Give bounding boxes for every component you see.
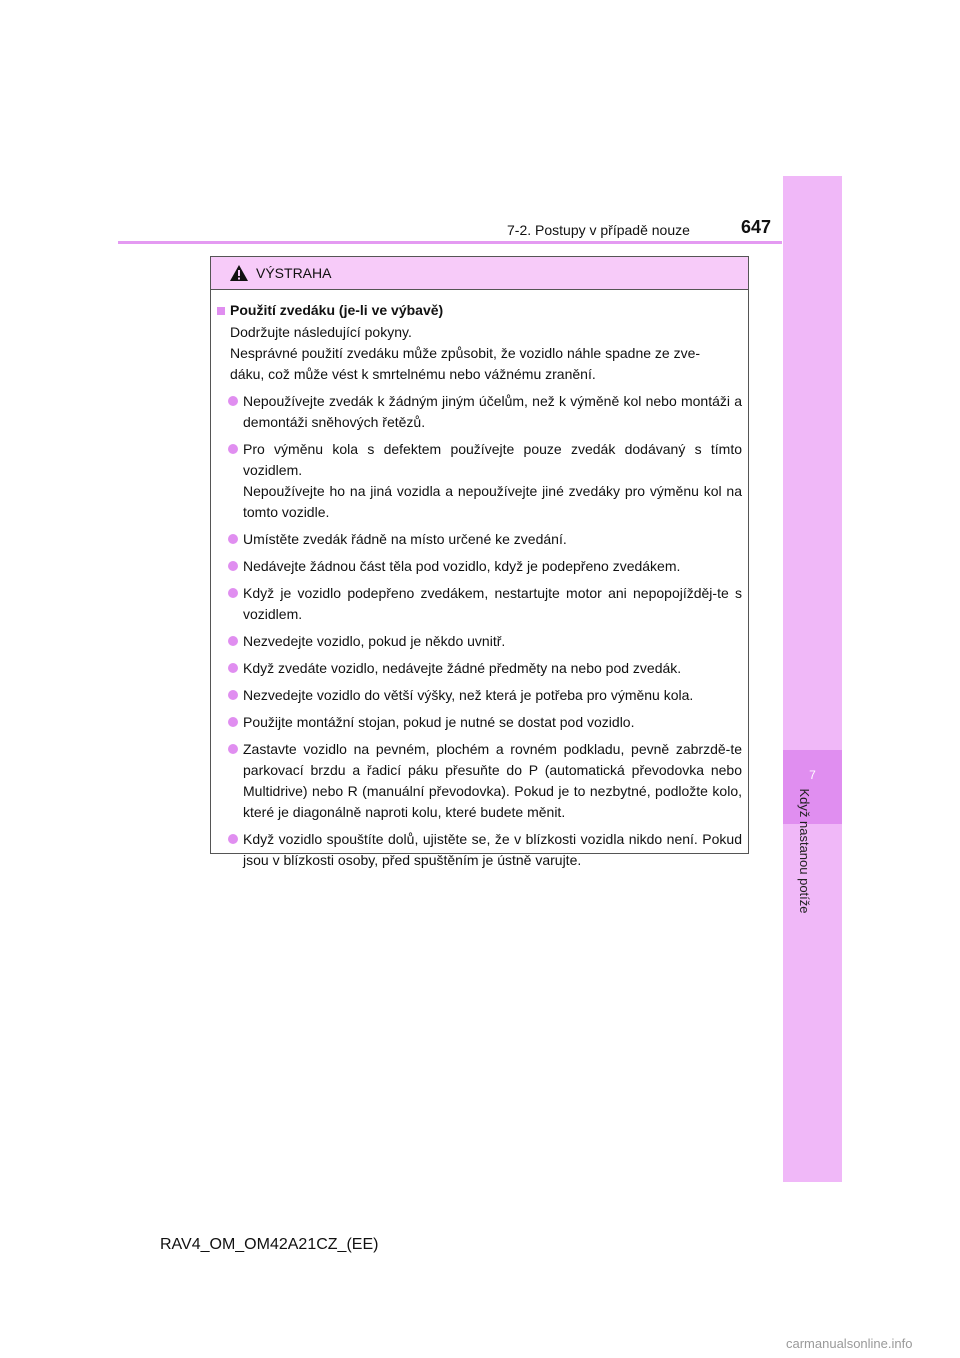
section-heading: 7-2. Postupy v případě nouze	[507, 222, 690, 238]
warning-section-title-text: Použití zvedáku (je-li ve výbavě)	[230, 302, 444, 318]
chapter-title: Když nastanou potíže	[797, 788, 812, 914]
list-item: Nezvedejte vozidlo, pokud je někdo uvnitř.	[217, 631, 742, 652]
warning-bullet-list	[217, 391, 742, 871]
warning-box	[210, 256, 749, 868]
warning-body	[211, 290, 748, 871]
list-item: Použijte montážní stojan, pokud je nutné se dostat pod vozidlo.	[217, 712, 742, 733]
watermark: carmanualsonline.info	[786, 1336, 913, 1351]
list-item: Pro výměnu kola s defektem používejte pouze zvedák dodávaný s tímto vozidlem. Nepoužívejte ho na jiná vozidla a nepoužívejte jiné zvedáky pro výměnu kol na tomto vozidle.	[217, 439, 742, 523]
warning-title: VÝSTRAHA	[256, 265, 332, 281]
warning-header	[211, 257, 748, 290]
page-number: 647	[741, 217, 772, 237]
list-item: Nezvedejte vozidlo do větší výšky, než která je potřeba pro výměnu kola.	[217, 685, 742, 706]
header-rule	[118, 241, 782, 244]
list-item: Nepoužívejte zvedák k žádným jiným účelům, než k výměně kol nebo montáži a demontáži sněhových řetězů.	[217, 391, 742, 433]
warning-section-title	[217, 300, 742, 321]
chapter-number: 7	[809, 768, 816, 782]
list-item: Když zvedáte vozidlo, nedávejte žádné předměty na nebo pod zvedák.	[217, 658, 742, 679]
chapter-side-tab	[783, 176, 842, 1182]
list-item: Když vozidlo spouštíte dolů, ujistěte se, že v blízkosti vozidla nikdo není. Pokud jsou v blízkosti osoby, před spuštěním je ústně varujte.	[217, 829, 742, 871]
list-item: Zastavte vozidlo na pevném, plochém a rovném podkladu, pevně zabrzdě-te parkovací brzdu a řadicí páku přesuňte do P (automatická převodovka nebo Multidrive) nebo R (manuální převodovka). Pokud je to nezbytné, podložte kolo, které je diagonálně naproti kolu, které budete měnit.	[217, 739, 742, 823]
list-item: Když je vozidlo podepřeno zvedákem, nestartujte motor ani nepopojížděj-te s vozidlem.	[217, 583, 742, 625]
warning-intro: Dodržujte následující pokyny. Nesprávné použití zvedáku může způsobit, že vozidlo náhle spadne ze zve- dáku, což může vést k smrtelnému nebo vážnému zranění.	[230, 324, 701, 382]
warning-triangle-icon	[229, 264, 249, 282]
square-bullet-icon	[217, 307, 225, 315]
document-code: RAV4_OM_OM42A21CZ_(EE)	[160, 1236, 379, 1253]
list-item: Umístěte zvedák řádně na místo určené ke zvedání.	[217, 529, 742, 550]
list-item: Nedávejte žádnou část těla pod vozidlo, když je podepřeno zvedákem.	[217, 556, 742, 577]
chapter-number-block	[783, 750, 842, 824]
